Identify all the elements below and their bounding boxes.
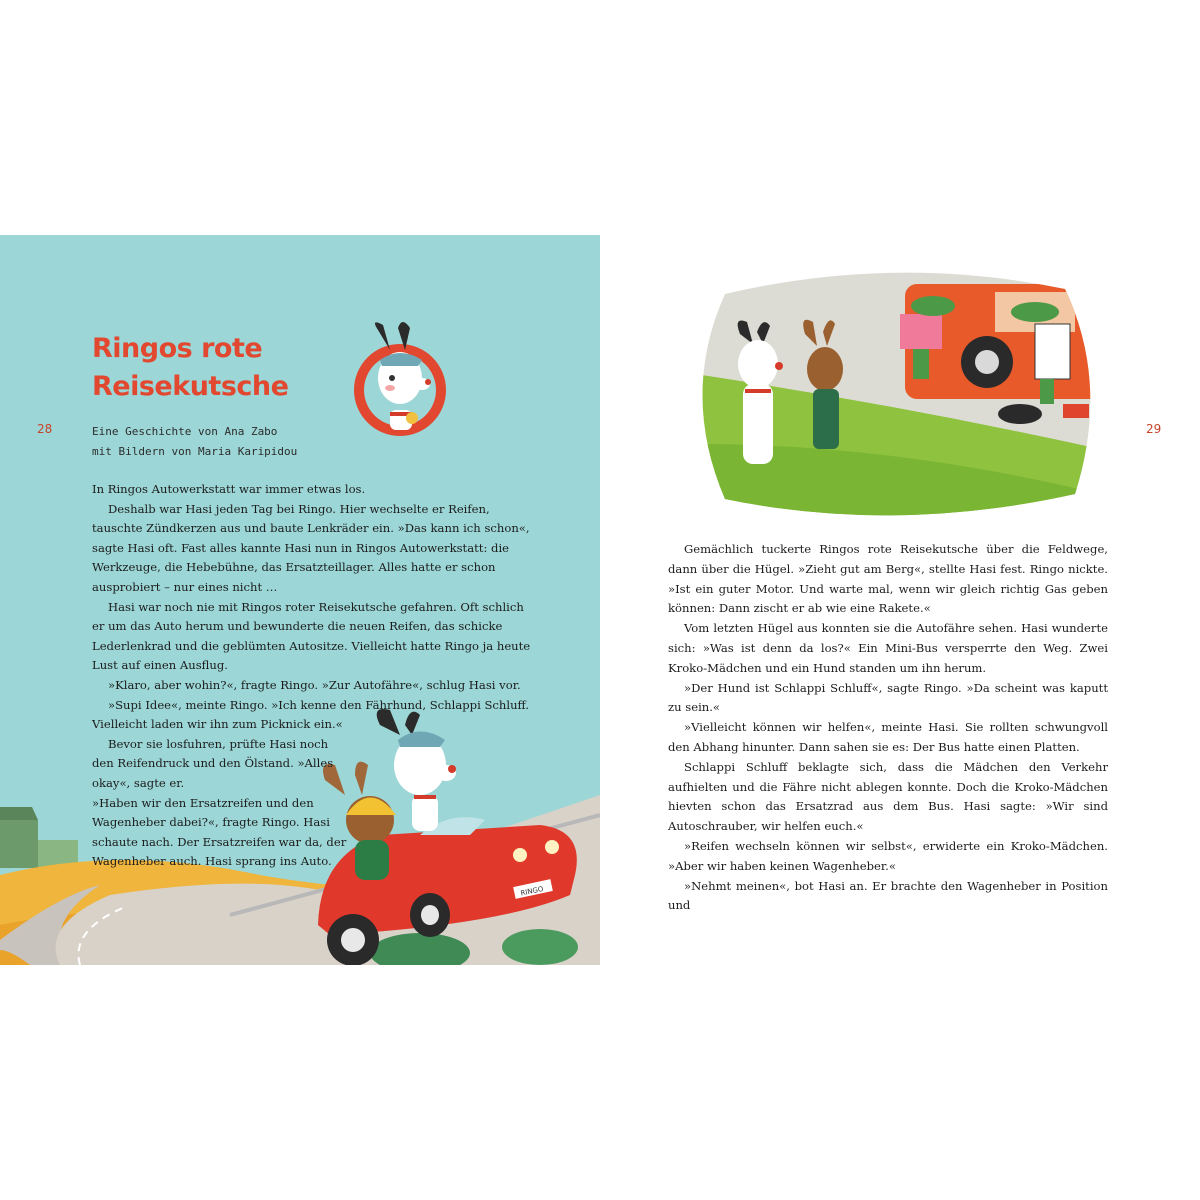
toolbox bbox=[1063, 404, 1089, 418]
page-number-left: 28 bbox=[37, 422, 53, 436]
page-number-right: 29 bbox=[1146, 422, 1162, 436]
paragraph: »Supi Idee«, meinte Ringo. »Ich kenne den Fährhund, Schlappi Schluff. Vielleicht laden wir ihn zum Picknick ein.« bbox=[92, 697, 530, 732]
paragraph: Gemächlich tuckerte Ringos rote Reisekutsche über die Feldwege, dann über die Hügel. »Zieht gut am Berg«, stellte Hasi fest. Ringo nickte. »Ist ein guter Motor. Und warte mal, wenn wir gleich richtig Gas geben können: Dann zischt er ab wie eine Rakete.« bbox=[668, 542, 1108, 616]
right-story-text bbox=[668, 540, 1108, 916]
paragraph: Schlappi Schluff beklagte sich, dass die Mädchen den Verkehr aufhielten und die Fähre nicht ablegen konnte. Doch die Kroko-Mädchen hievten schon das Ersatzrad aus dem Bus. Hasi sagte: »Wir sind Autoschrauber, wir helfen euch.« bbox=[668, 759, 1108, 834]
paragraph: »Der Hund ist Schlappi Schluff«, sagte Ringo. »Da scheint was kaputt zu sein.« bbox=[668, 680, 1108, 715]
paragraph: »Nehmt meinen«, bot Hasi an. Er brachte den Wagenheber in Position und bbox=[668, 878, 1108, 913]
paragraph: »Vielleicht können wir helfen«, meinte Hasi. Sie rollten schwungvoll den Abhang hinunter. Dann sahen sie es: Der Bus hatte einen Platten. bbox=[668, 720, 1108, 754]
byline-illustrator: mit Bildern von Maria Karipidou bbox=[92, 445, 298, 458]
barn-roof bbox=[0, 807, 38, 820]
paragraph: Bevor sie losfuhren, prüfte Hasi noch den Reifendruck und den Ölstand. »Alles okay«, sagte er. bbox=[92, 736, 334, 790]
paragraph: »Reifen wechseln können wir selbst«, erwiderte ein Kroko-Mädchen. »Aber wir haben keinen Wagenheber.« bbox=[668, 838, 1108, 873]
flat-tire bbox=[998, 404, 1042, 424]
paragraph: Deshalb war Hasi jeden Tag bei Ringo. Hier wechselte er Reifen, tauschte Zündkerzen aus und baute Lenkräder ein. »Das kann ich schon«, sagte Hasi oft. Fast alles kannte Hasi nun in Ringos Autowerkstatt: die Werkzeuge, die Hebebühne, das Ersatzteillager. Alles hatte er schon ausprobiert – nur eines nicht … bbox=[92, 501, 530, 594]
left-story-text bbox=[92, 480, 534, 872]
roadside-repair-illustration bbox=[695, 264, 1100, 519]
paragraph: Hasi war noch nie mit Ringos roter Reisekutsche gefahren. Oft schlich er um das Auto herum und bewunderte die neuen Reifen, das schicke Lederlenkrad und die geblümten Autositze. Vielleicht hatte Ringo ja heute Lust auf einen Ausflug. bbox=[92, 599, 531, 673]
license-plate: RINGO bbox=[519, 884, 545, 898]
title-line-2: Reisekutsche bbox=[92, 371, 289, 402]
paragraph: Vom letzten Hügel aus konnten sie die Autofähre sehen. Hasi wunderte sich: »Was ist denn da los?« Ein Mini-Bus versperrte den Weg. Zwei Kroko-Mädchen und ein Hund standen um ihn herum. bbox=[668, 621, 1108, 675]
story-title bbox=[92, 330, 332, 406]
paragraph: In Ringos Autowerkstatt war immer etwas los. bbox=[92, 482, 366, 496]
bush bbox=[502, 929, 578, 965]
ringo-portrait-badge bbox=[350, 320, 450, 445]
title-line-1: Ringos rote bbox=[92, 333, 263, 364]
byline-author: Eine Geschichte von Ana Zabo bbox=[92, 425, 278, 438]
barn-building bbox=[0, 820, 38, 868]
byline bbox=[92, 422, 297, 462]
paragraph: »Haben wir den Ersatzreifen und den Wagenheber dabei?«, fragte Ringo. Hasi schaute nach. Der Ersatzreifen war da, der Wagenheber auch. Hasi sprang ins Auto. bbox=[92, 795, 347, 869]
paragraph: »Klaro, aber wohin?«, fragte Ringo. »Zur Autofähre«, schlug Hasi vor. bbox=[108, 677, 521, 692]
